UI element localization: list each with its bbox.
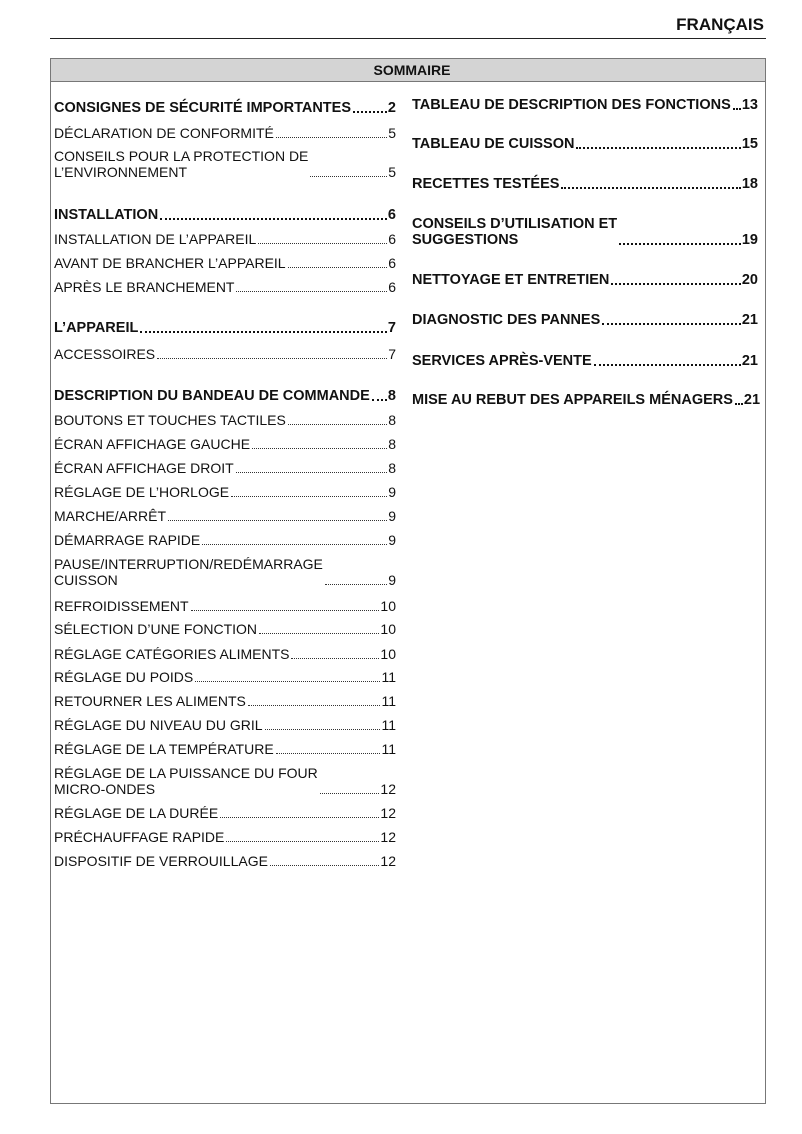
toc-entry[interactable] [54, 717, 396, 733]
toc-entry-label: DÉCLARATION DE CONFORMITÉ [54, 125, 274, 141]
dot-leader [288, 267, 388, 268]
toc-entry-page: 15 [741, 136, 758, 152]
toc-entry-page: 2 [387, 100, 396, 116]
toc-entry[interactable] [412, 136, 758, 152]
toc-entry-label [54, 148, 308, 180]
toc-entry-label-line1: RÉGLAGE DE LA PUISSANCE DU FOUR [54, 765, 318, 781]
toc-entry-page: 6 [388, 231, 396, 247]
toc-entry-label-line2: MICRO-ONDES [54, 781, 156, 797]
toc-entry[interactable] [412, 272, 758, 288]
toc-entry-page: 11 [381, 741, 396, 757]
toc-entry[interactable] [412, 176, 758, 192]
toc-entry[interactable] [54, 598, 396, 614]
toc-entry[interactable] [54, 100, 396, 116]
toc-entry-page: 9 [388, 484, 396, 500]
dot-leader [231, 496, 387, 497]
toc-entry-label [412, 216, 617, 248]
dot-leader [226, 841, 379, 842]
toc-entry-page: 19 [741, 232, 758, 248]
dot-leader [265, 729, 381, 730]
toc-entry-label: RETOURNER LES ALIMENTS [54, 693, 246, 709]
toc-entry-label: DISPOSITIF DE VERROUILLAGE [54, 853, 268, 869]
dot-leader [168, 520, 387, 521]
dot-leader [619, 243, 741, 245]
toc-entry[interactable] [54, 646, 396, 662]
toc-entry[interactable] [412, 392, 761, 408]
toc-entry-page: 21 [741, 353, 758, 369]
toc-entry-page: 6 [388, 279, 396, 295]
toc-entry[interactable] [412, 353, 758, 369]
toc-entry[interactable] [54, 231, 396, 247]
toc-entry-label: INSTALLATION DE L’APPAREIL [54, 231, 257, 247]
toc-entry-page: 6 [388, 255, 396, 271]
dot-leader [611, 283, 740, 285]
toc-entry-label: PRÉCHAUFFAGE RAPIDE [54, 829, 225, 845]
toc-entry-page: 12 [380, 781, 396, 797]
toc-entry-label: MARCHE/ARRÊT [54, 508, 167, 524]
toc-entry[interactable] [54, 207, 396, 223]
toc-entry[interactable] [54, 412, 396, 428]
toc-entry-page: 8 [388, 436, 396, 452]
toc-entry-page: 7 [388, 346, 396, 362]
toc-entry-page: 10 [380, 621, 396, 637]
toc-entry-page: 5 [388, 164, 396, 180]
toc-entry-label: ÉCRAN AFFICHAGE GAUCHE [54, 436, 251, 452]
dot-leader [160, 218, 387, 220]
dot-leader [259, 633, 379, 634]
toc-entry-page: 12 [380, 805, 396, 821]
dot-leader [270, 865, 379, 866]
dot-leader [220, 817, 379, 818]
dot-leader [594, 364, 741, 366]
dot-leader [191, 610, 380, 611]
toc-entry-page: 9 [388, 532, 396, 548]
toc-entry[interactable] [54, 346, 396, 362]
toc-entry[interactable] [54, 508, 396, 524]
toc-entry-label: DÉMARRAGE RAPIDE [54, 532, 201, 548]
toc-entry[interactable] [54, 532, 396, 548]
dot-leader [202, 544, 387, 545]
dot-leader [735, 403, 743, 405]
toc-entry-page: 12 [380, 853, 396, 869]
toc-entry-label: L’APPAREIL [54, 320, 139, 336]
toc-entry-label [54, 765, 318, 797]
toc-entry-label: RÉGLAGE DE L’HORLOGE [54, 484, 230, 500]
toc-entry-page: 8 [388, 460, 396, 476]
toc-entry-page: 11 [381, 693, 396, 709]
dot-leader [276, 137, 387, 138]
toc-entry[interactable] [54, 148, 396, 180]
toc-entry-label-line2: L’ENVIRONNEMENT [54, 164, 188, 180]
toc-entry[interactable] [412, 216, 758, 248]
toc-entry-page: 7 [387, 320, 396, 336]
toc-entry[interactable] [54, 484, 396, 500]
toc-entry-label: BOUTONS ET TOUCHES TACTILES [54, 412, 286, 428]
dot-leader [236, 291, 387, 292]
dot-leader [561, 187, 740, 189]
toc-entry-label: DESCRIPTION DU BANDEAU DE COMMANDE [54, 388, 370, 404]
toc-entry-label-line1: PAUSE/INTERRUPTION/REDÉMARRAGE [54, 556, 323, 572]
dot-leader [276, 753, 381, 754]
toc-entry-page: 21 [743, 392, 761, 408]
toc-entry-label: INSTALLATION [54, 207, 159, 223]
dot-leader [733, 108, 741, 110]
language-label: FRANÇAIS [676, 15, 764, 34]
dot-leader [291, 658, 379, 659]
toc-entry-page: 11 [381, 717, 396, 733]
toc-entry[interactable] [54, 255, 396, 271]
toc-entry-page: 5 [388, 125, 396, 141]
toc-entry-page: 6 [387, 207, 396, 223]
toc-entry-label: REFROIDISSEMENT [54, 598, 189, 614]
toc-entry-page: 10 [380, 598, 396, 614]
toc-entry-label: AVANT DE BRANCHER L’APPAREIL [54, 255, 286, 271]
dot-leader [372, 399, 387, 401]
toc-entry[interactable] [54, 853, 396, 869]
toc-title: SOMMAIRE [51, 59, 765, 82]
toc-entry-label: TABLEAU DE DESCRIPTION DES FONCTIONS [412, 97, 731, 113]
toc-entry-label [54, 556, 323, 588]
dot-leader [353, 111, 387, 113]
toc-entry-label: RÉGLAGE DU POIDS [54, 669, 194, 685]
toc-entry[interactable] [54, 669, 396, 685]
toc-entry-label: RÉGLAGE DE LA DURÉE [54, 805, 219, 821]
toc-entry-page: 11 [381, 669, 396, 685]
toc-entry[interactable] [54, 621, 396, 637]
toc-entry-label: ÉCRAN AFFICHAGE DROIT [54, 460, 234, 476]
toc-entry-label: RECETTES TESTÉES [412, 176, 560, 192]
dot-leader [236, 472, 388, 473]
toc-entry-label: SÉLECTION D’UNE FONCTION [54, 621, 258, 637]
toc-entry-label: RÉGLAGE CATÉGORIES ALIMENTS [54, 646, 290, 662]
dot-leader [140, 331, 387, 333]
toc-entry-page: 18 [741, 176, 758, 192]
toc-entry-label-line2: SUGGESTIONS [412, 232, 519, 248]
dot-leader [252, 448, 387, 449]
toc-entry[interactable] [412, 97, 758, 113]
toc-entry[interactable] [54, 460, 396, 476]
toc-entry-page: 13 [741, 97, 758, 113]
toc-entry[interactable] [54, 436, 396, 452]
toc-entry-page: 10 [380, 646, 396, 662]
toc-entry-page: 20 [741, 272, 758, 288]
toc-entry[interactable] [54, 556, 396, 588]
toc-entry[interactable] [412, 312, 758, 328]
toc-entry-label: ACCESSOIRES [54, 346, 156, 362]
toc-entry[interactable] [54, 829, 396, 845]
toc-entry-label: MISE AU REBUT DES APPAREILS MÉNAGERS [412, 392, 733, 408]
toc-entry-label-line1: CONSEILS POUR LA PROTECTION DE [54, 148, 309, 164]
toc-entry-label: NETTOYAGE ET ENTRETIEN [412, 272, 610, 288]
dot-leader [320, 793, 380, 794]
dot-leader [157, 358, 387, 359]
dot-leader [576, 147, 740, 149]
dot-leader [258, 243, 387, 244]
toc-entry[interactable] [54, 741, 396, 757]
header-rule [50, 38, 766, 39]
toc-box [50, 58, 766, 1104]
toc-entry[interactable] [54, 125, 396, 141]
toc-entry-page: 9 [388, 572, 396, 588]
toc-entry[interactable] [54, 320, 396, 336]
toc-entry-label-line2: CUISSON [54, 572, 118, 588]
dot-leader [310, 176, 387, 177]
dot-leader [288, 424, 387, 425]
toc-entry[interactable] [54, 388, 396, 404]
toc-entry-label: RÉGLAGE DU NIVEAU DU GRIL [54, 717, 263, 733]
dot-leader [195, 681, 380, 682]
toc-entry-page: 9 [388, 508, 396, 524]
toc-entry-label: SERVICES APRÈS-VENTE [412, 353, 592, 369]
toc-entry-label-line1: CONSEILS D’UTILISATION ET [412, 216, 618, 232]
toc-entry-label: CONSIGNES DE SÉCURITÉ IMPORTANTES [54, 100, 352, 116]
toc-entry[interactable] [54, 805, 396, 821]
toc-entry-label: DIAGNOSTIC DES PANNES [412, 312, 601, 328]
dot-leader [325, 584, 387, 585]
toc-entry-page: 21 [741, 312, 758, 328]
toc-entry-page: 8 [387, 388, 396, 404]
dot-leader [248, 705, 381, 706]
toc-entry[interactable] [54, 765, 396, 797]
toc-entry-page: 12 [380, 829, 396, 845]
toc-entry[interactable] [54, 279, 396, 295]
toc-entry-label: RÉGLAGE DE LA TEMPÉRATURE [54, 741, 274, 757]
toc-entry[interactable] [54, 693, 396, 709]
dot-leader [602, 323, 741, 325]
toc-entry-page: 8 [388, 412, 396, 428]
toc-entry-label: TABLEAU DE CUISSON [412, 136, 575, 152]
toc-entry-label: APRÈS LE BRANCHEMENT [54, 279, 235, 295]
